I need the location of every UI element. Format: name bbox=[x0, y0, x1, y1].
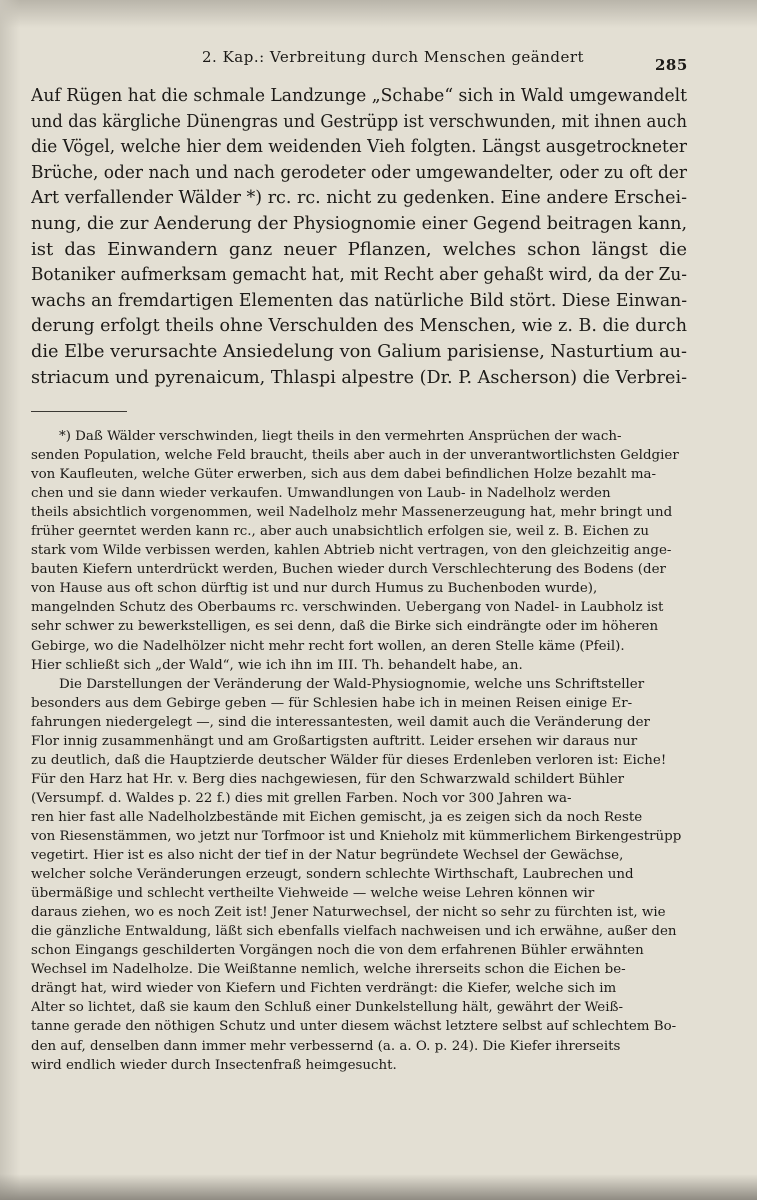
text-line: Art verfallender Wälder *) rc. rc. nicht zu gedenken. Eine andere Erschei- bbox=[31, 187, 687, 209]
footnote-line: drängt hat, wird wieder von Kiefern und Fichten verdrängt: die Kiefer, welche sich im bbox=[31, 981, 617, 997]
footnote-line: die gänzliche Entwaldung, läßt sich ebenfalls vielfach nachweisen und ich erwähne, außer den bbox=[31, 924, 677, 940]
footnote-line: Hier schließt sich „der Wald“, wie ich ihn im III. Th. behandelt habe, an. bbox=[31, 657, 523, 673]
footnote-line: von Hause aus oft schon dürftig ist und nur durch Humus zu Buchenboden wurde), bbox=[31, 581, 598, 597]
text-line: wachs an fremdartigen Elementen das natürliche Bild stört. Diese Einwan- bbox=[31, 289, 687, 311]
footnote-line: von Riesenstämmen, wo jetzt nur Torfmoor ist und Knieholz mit kümmerlichem Birkengestrüpp bbox=[31, 828, 682, 844]
footnote-line: schon Eingangs geschilderten Vorgängen noch die von dem erfahrenen Bühler erwähnten bbox=[31, 943, 644, 959]
footnote-line: welcher solche Veränderungen erzeugt, sondern schlechte Wirthschaft, Laubrechen und bbox=[31, 867, 634, 883]
footnote-line: fahrungen niedergelegt —, sind die interessantesten, weil damit auch die Veränderung der bbox=[31, 714, 650, 730]
text-line: Auf Rügen hat die schmale Landzunge „Schabe“ sich in Wald umgewandelt bbox=[31, 85, 687, 106]
footnote-line: Flor innig zusammenhängt und am Großartigsten auftritt. Leider ersehen wir daraus nur bbox=[31, 733, 638, 749]
page-edge-shadow bbox=[0, 1174, 757, 1200]
page-edge-shadow bbox=[0, 0, 757, 28]
footnote-line: Alter so lichtet, daß sie kaum den Schluß einer Dunkelstellung hält, gewährt der Weiß- bbox=[31, 1000, 623, 1016]
footnote-line: (Versumpf. d. Waldes p. 22 f.) dies mit grellen Farben. Noch vor 300 Jahren wa- bbox=[31, 790, 572, 806]
footnote-line: bauten Kiefern unterdrückt werden, Buchen wieder durch Verschlechterung des Bodens (der bbox=[31, 562, 666, 578]
text-line: Botaniker aufmerksam gemacht hat, mit Recht aber gehaßt wird, da der Zu- bbox=[31, 264, 687, 286]
text-line: die Elbe verursachte Ansiedelung von Galium parisiense, Nasturtium au- bbox=[31, 340, 687, 362]
text-line: nung, die zur Aenderung der Physiognomie einer Gegend beitragen kann, bbox=[31, 212, 687, 234]
footnote-line: tanne gerade den nöthigen Schutz und unter diesem wächst letztere selbst auf schlechtem Bo- bbox=[31, 1019, 677, 1035]
text-line: Brüche, oder nach und nach gerodeter oder umgewandelter, oder zu oft der bbox=[31, 161, 687, 183]
page-number: 285 bbox=[655, 56, 688, 74]
footnote-line: wird endlich wieder durch Insectenfraß heimgesucht. bbox=[31, 1057, 397, 1073]
text-line: striacum und pyrenaicum, Thlaspi alpestre (Dr. P. Ascherson) die Verbrei- bbox=[31, 366, 687, 388]
footnote-line: *) Daß Wälder verschwinden, liegt theils in den vermehrten Ansprüchen der wach- bbox=[59, 429, 622, 444]
footnote-line: stark vom Wilde verbissen werden, kahlen Abtrieb nicht vertragen, von den gleichzeitig ange- bbox=[31, 543, 672, 559]
main-text bbox=[31, 83, 687, 390]
footnote-line: den auf, denselben dann immer mehr verbessernd (a. a. O. p. 24). Die Kiefer ihrerseits bbox=[31, 1038, 621, 1054]
footnote-line: senden Population, welche Feld braucht, theils aber auch in der unverantwortlichsten Geldgier bbox=[31, 448, 679, 464]
footnote-line: Gebirge, wo die Nadelhölzer nicht mehr recht fort wollen, an deren Stelle käme (Pfeil). bbox=[31, 638, 625, 654]
footnote-line: vegetirt. Hier ist es also nicht der tief in der Natur begründete Wechsel der Gewächse, bbox=[31, 848, 624, 864]
page-edge-shadow bbox=[0, 0, 20, 1200]
footnote-line: chen und sie dann wieder verkaufen. Umwandlungen von Laub- in Nadelholz werden bbox=[31, 486, 611, 502]
footnote-line: Die Darstellungen der Veränderung der Wald-Physiognomie, welche uns Schriftsteller bbox=[59, 676, 645, 692]
text-line: und das kärgliche Dünengras und Gestrüpp ist verschwunden, mit ihnen auch bbox=[31, 110, 687, 132]
footnote-block bbox=[31, 427, 687, 1075]
footnote-line: daraus ziehen, wo es noch Zeit ist! Jener Naturwechsel, der nicht so sehr zu fürchten ist, wie bbox=[31, 905, 666, 921]
footnote-line: Wechsel im Nadelholze. Die Weißtanne nemlich, welche ihrerseits schon die Eichen be- bbox=[31, 962, 626, 978]
footnote-line: mangelnden Schutz des Oberbaums rc. verschwinden. Uebergang von Nadel- in Laubholz ist bbox=[31, 600, 664, 616]
footnote-line: von Kaufleuten, welche Güter erwerben, sich aus dem dabei befindlichen Holze bezahlt ma- bbox=[31, 467, 657, 483]
footnote-line: besonders aus dem Gebirge geben — für Schlesien habe ich in meinen Reisen einige Er- bbox=[31, 695, 633, 711]
footnote-line: Für den Harz hat Hr. v. Berg dies nachgewiesen, für den Schwarzwald schildert Bühler bbox=[31, 771, 625, 787]
footnote-line: sehr schwer zu bewerkstelligen, es sei denn, daß die Birke sich eindrängte oder im höheren bbox=[31, 619, 659, 635]
footnote-line: theils absichtlich vorgenommen, weil Nadelholz mehr Massenerzeugung hat, mehr bringt und bbox=[31, 505, 673, 521]
footnote-line: früher geerntet werden kann rc., aber auch unabsichtlich erfolgen sie, weil z. B. Eichen zu bbox=[31, 524, 649, 540]
running-title: 2. Kap.: Verbreitung durch Menschen geändert bbox=[202, 48, 585, 66]
footnote-line: übermäßige und schlecht vertheilte Viehweide — welche weise Lehren können wir bbox=[31, 886, 595, 902]
footnote-rule bbox=[31, 411, 127, 412]
text-line: ist das Einwandern ganz neuer Pflanzen, welches schon längst die bbox=[31, 238, 687, 260]
running-header bbox=[180, 44, 688, 74]
text-line: die Vögel, welche hier dem weidenden Vieh folgten. Längst ausgetrockneter bbox=[31, 136, 687, 158]
footnote-line: zu deutlich, daß die Hauptzierde deutscher Wälder für dieses Erdenleben verloren ist: Eiche! bbox=[31, 752, 667, 768]
footnote-line: ren hier fast alle Nadelholzbestände mit Eichen gemischt, ja es zeigen sich da noch Reste bbox=[31, 809, 643, 825]
text-line: derung erfolgt theils ohne Verschulden des Menschen, wie z. B. die durch bbox=[31, 315, 687, 337]
